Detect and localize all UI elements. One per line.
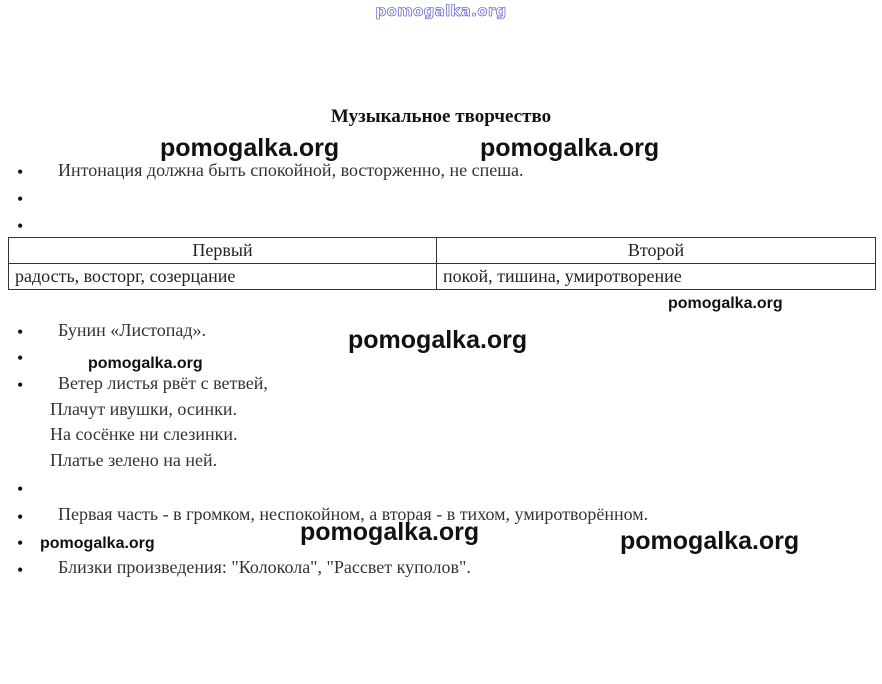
bullet-marker: • xyxy=(17,533,24,553)
bullet-marker: • xyxy=(17,507,24,527)
page-title: Музыкальное творчество xyxy=(330,106,552,127)
list-item: Близки произведения: "Колокола", "Рассвет куполов". xyxy=(58,557,471,577)
list-item: Интонация должна быть спокойной, восторженно, не спеша. xyxy=(58,160,524,180)
header-watermark: pomogalka.org xyxy=(375,2,507,20)
watermark: pomogalka.org xyxy=(300,518,480,546)
table-header-cell: Второй xyxy=(437,238,876,264)
table-cell: покой, тишина, умиротворение xyxy=(437,264,876,290)
watermark: pomogalka.org xyxy=(40,535,155,552)
watermark: pomogalka.org xyxy=(480,134,660,162)
watermark: pomogalka.org xyxy=(348,326,528,354)
table-row xyxy=(9,264,876,290)
watermark: pomogalka.org xyxy=(88,355,203,372)
bullet-marker: • xyxy=(17,560,24,580)
table-header-cell: Первый xyxy=(9,238,437,264)
bullet-marker: • xyxy=(17,162,24,182)
list-item: Ветер листья рвёт с ветвей, xyxy=(58,373,268,393)
bullet-marker: • xyxy=(17,189,24,209)
table-header-row xyxy=(9,238,876,264)
bullet-marker: • xyxy=(17,216,24,236)
watermark: pomogalka.org xyxy=(668,295,783,312)
bullet-marker: • xyxy=(17,322,24,342)
bullet-marker: • xyxy=(17,348,24,368)
list-item: Первая часть - в громком, неспокойном, а вторая - в тихом, умиротворённом. xyxy=(58,504,649,524)
bullet-marker: • xyxy=(17,479,24,499)
table-cell: радость, восторг, созерцание xyxy=(9,264,437,290)
bullet-marker: • xyxy=(17,375,24,395)
mood-table xyxy=(8,237,876,290)
watermark: pomogalka.org xyxy=(620,527,800,555)
watermark: pomogalka.org xyxy=(160,134,340,162)
poem-line: На сосёнке ни слезинки. xyxy=(50,424,238,444)
poem-line: Плачут ивушки, осинки. xyxy=(50,399,238,419)
list-item: Бунин «Листопад». xyxy=(58,320,207,340)
poem-line: Платье зелено на ней. xyxy=(50,450,218,470)
